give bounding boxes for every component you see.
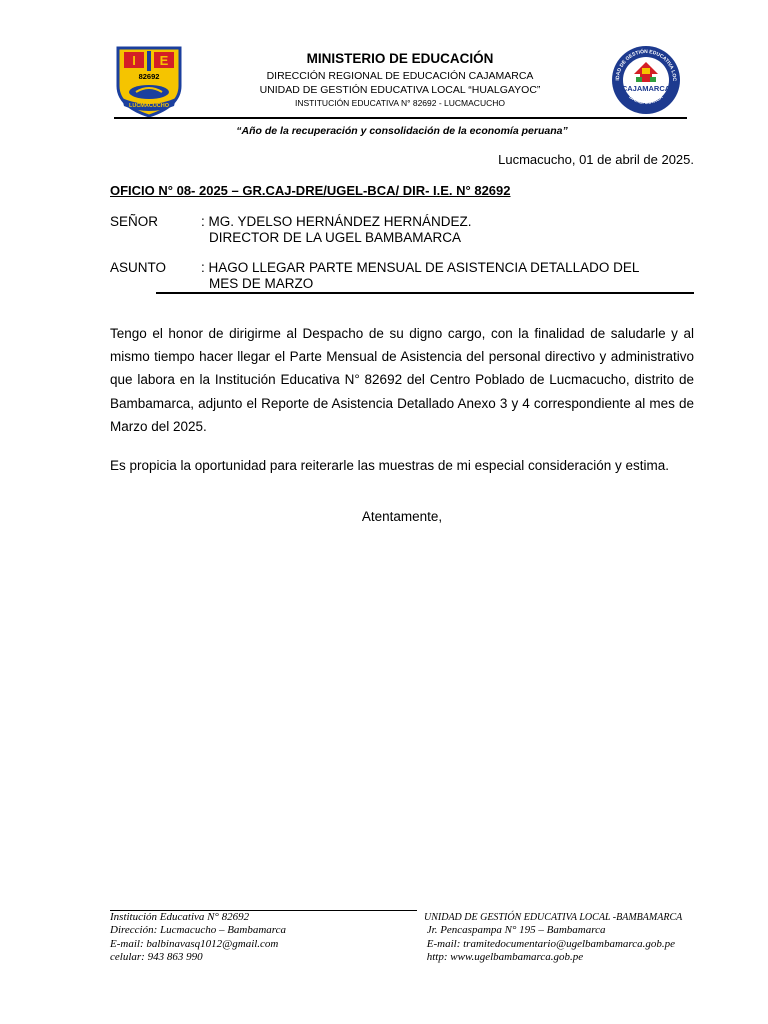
recipient-label: SEÑOR <box>110 214 159 229</box>
svg-text:LUCMACUCHO: LUCMACUCHO <box>128 103 170 109</box>
body-paragraph-1: Tengo el honor de dirigirme al Despacho de su digno cargo, con la finalidad de saludarle y al mismo tiempo hacer llegar el Parte Mensual de Asistencia del personal directivo y administrativo que labora en la Institución Educativa N° 82692 del Centro Poblado de Lucmacucho, distrito de Bambamarca, adjunto el Reporte de Asistencia Detallado Anexo 3 y 4 correspondiente al mes de Marzo del 2025. <box>110 326 694 434</box>
header-divider <box>114 117 687 119</box>
footer-left-line-1: Institución Educativa N° 82692 <box>110 911 250 923</box>
letter-date: Lucmacucho, 01 de abril de 2025. <box>498 152 694 167</box>
school-crest-icon <box>114 44 184 118</box>
footer-left-email: E-mail: balbinavasq1012@gmail.com <box>110 937 279 950</box>
oficio-number: OFICIO N° 08- 2025 – GR.CAJ-DRE/UGEL-BCA/ DIR- I.E. N° 82692 <box>110 183 511 198</box>
svg-text:82692: 82692 <box>138 72 160 81</box>
ugel-seal-icon <box>606 44 686 116</box>
subject-line-1: : HAGO LLEGAR PARTE MENSUAL DE ASISTENCIA DETALLADO DEL <box>201 260 640 275</box>
footer-right-email: E-mail: tramitedocumentario@ugelbambamarca.gob.pe <box>424 937 676 950</box>
ministry-title: MINISTERIO DE EDUCACIÓN <box>306 51 494 66</box>
ugel-name: UNIDAD DE GESTIÓN EDUCATIVA LOCAL “HUALGAYOC” <box>259 84 541 96</box>
body-paragraph-2: Es propicia la oportunidad para reiterarle las muestras de mi especial consideración y estima. <box>110 458 670 473</box>
svg-text:UNIDAD DE GESTIÓN EDUCATIVA LO: IDAD DE GESTIÓN EDUCATIVA LOC <box>614 48 678 82</box>
footer-ugel-contact <box>424 911 682 964</box>
year-motto: “Año de la recuperación y consolidación de la economía peruana” <box>236 125 568 137</box>
footer-right-line-2: Jr. Pencaspampa N° 195 – Bambamarca <box>424 924 606 937</box>
footer-left-phone: celular: 943 863 990 <box>110 950 203 963</box>
institution-name: INSTITUCIÓN EDUCATIVA N° 82692 - LUCMACUCHO <box>295 98 505 108</box>
recipient-position: DIRECTOR DE LA UGEL BAMBAMARCA <box>209 230 462 245</box>
subject-label: ASUNTO <box>110 260 167 275</box>
svg-text:CAJAMARCA: CAJAMARCA <box>621 84 671 93</box>
footer-institution-contact <box>110 911 286 964</box>
svg-text:BAMBAMARCA: BAMBAMARCA <box>627 94 665 107</box>
svg-text:I: I <box>132 53 136 68</box>
footer-left-line-2: Dirección: Lucmacucho – Bambamarca <box>110 924 287 937</box>
footer-right-web: http: www.ugelbambamarca.gob.pe <box>424 950 584 963</box>
regional-direction: DIRECCIÓN REGIONAL DE EDUCACIÓN CAJAMARCA <box>266 70 534 82</box>
closing-salutation: Atentamente, <box>361 509 443 524</box>
svg-text:E: E <box>159 53 169 68</box>
subject-line-2: MES DE MARZO <box>209 276 314 291</box>
recipient-name: : MG. YDELSO HERNÁNDEZ HERNÁNDEZ. <box>201 214 472 229</box>
footer-right-line-1: UNIDAD DE GESTIÓN EDUCATIVA LOCAL -BAMBAMARCA <box>424 912 683 923</box>
subject-underline <box>156 292 694 294</box>
